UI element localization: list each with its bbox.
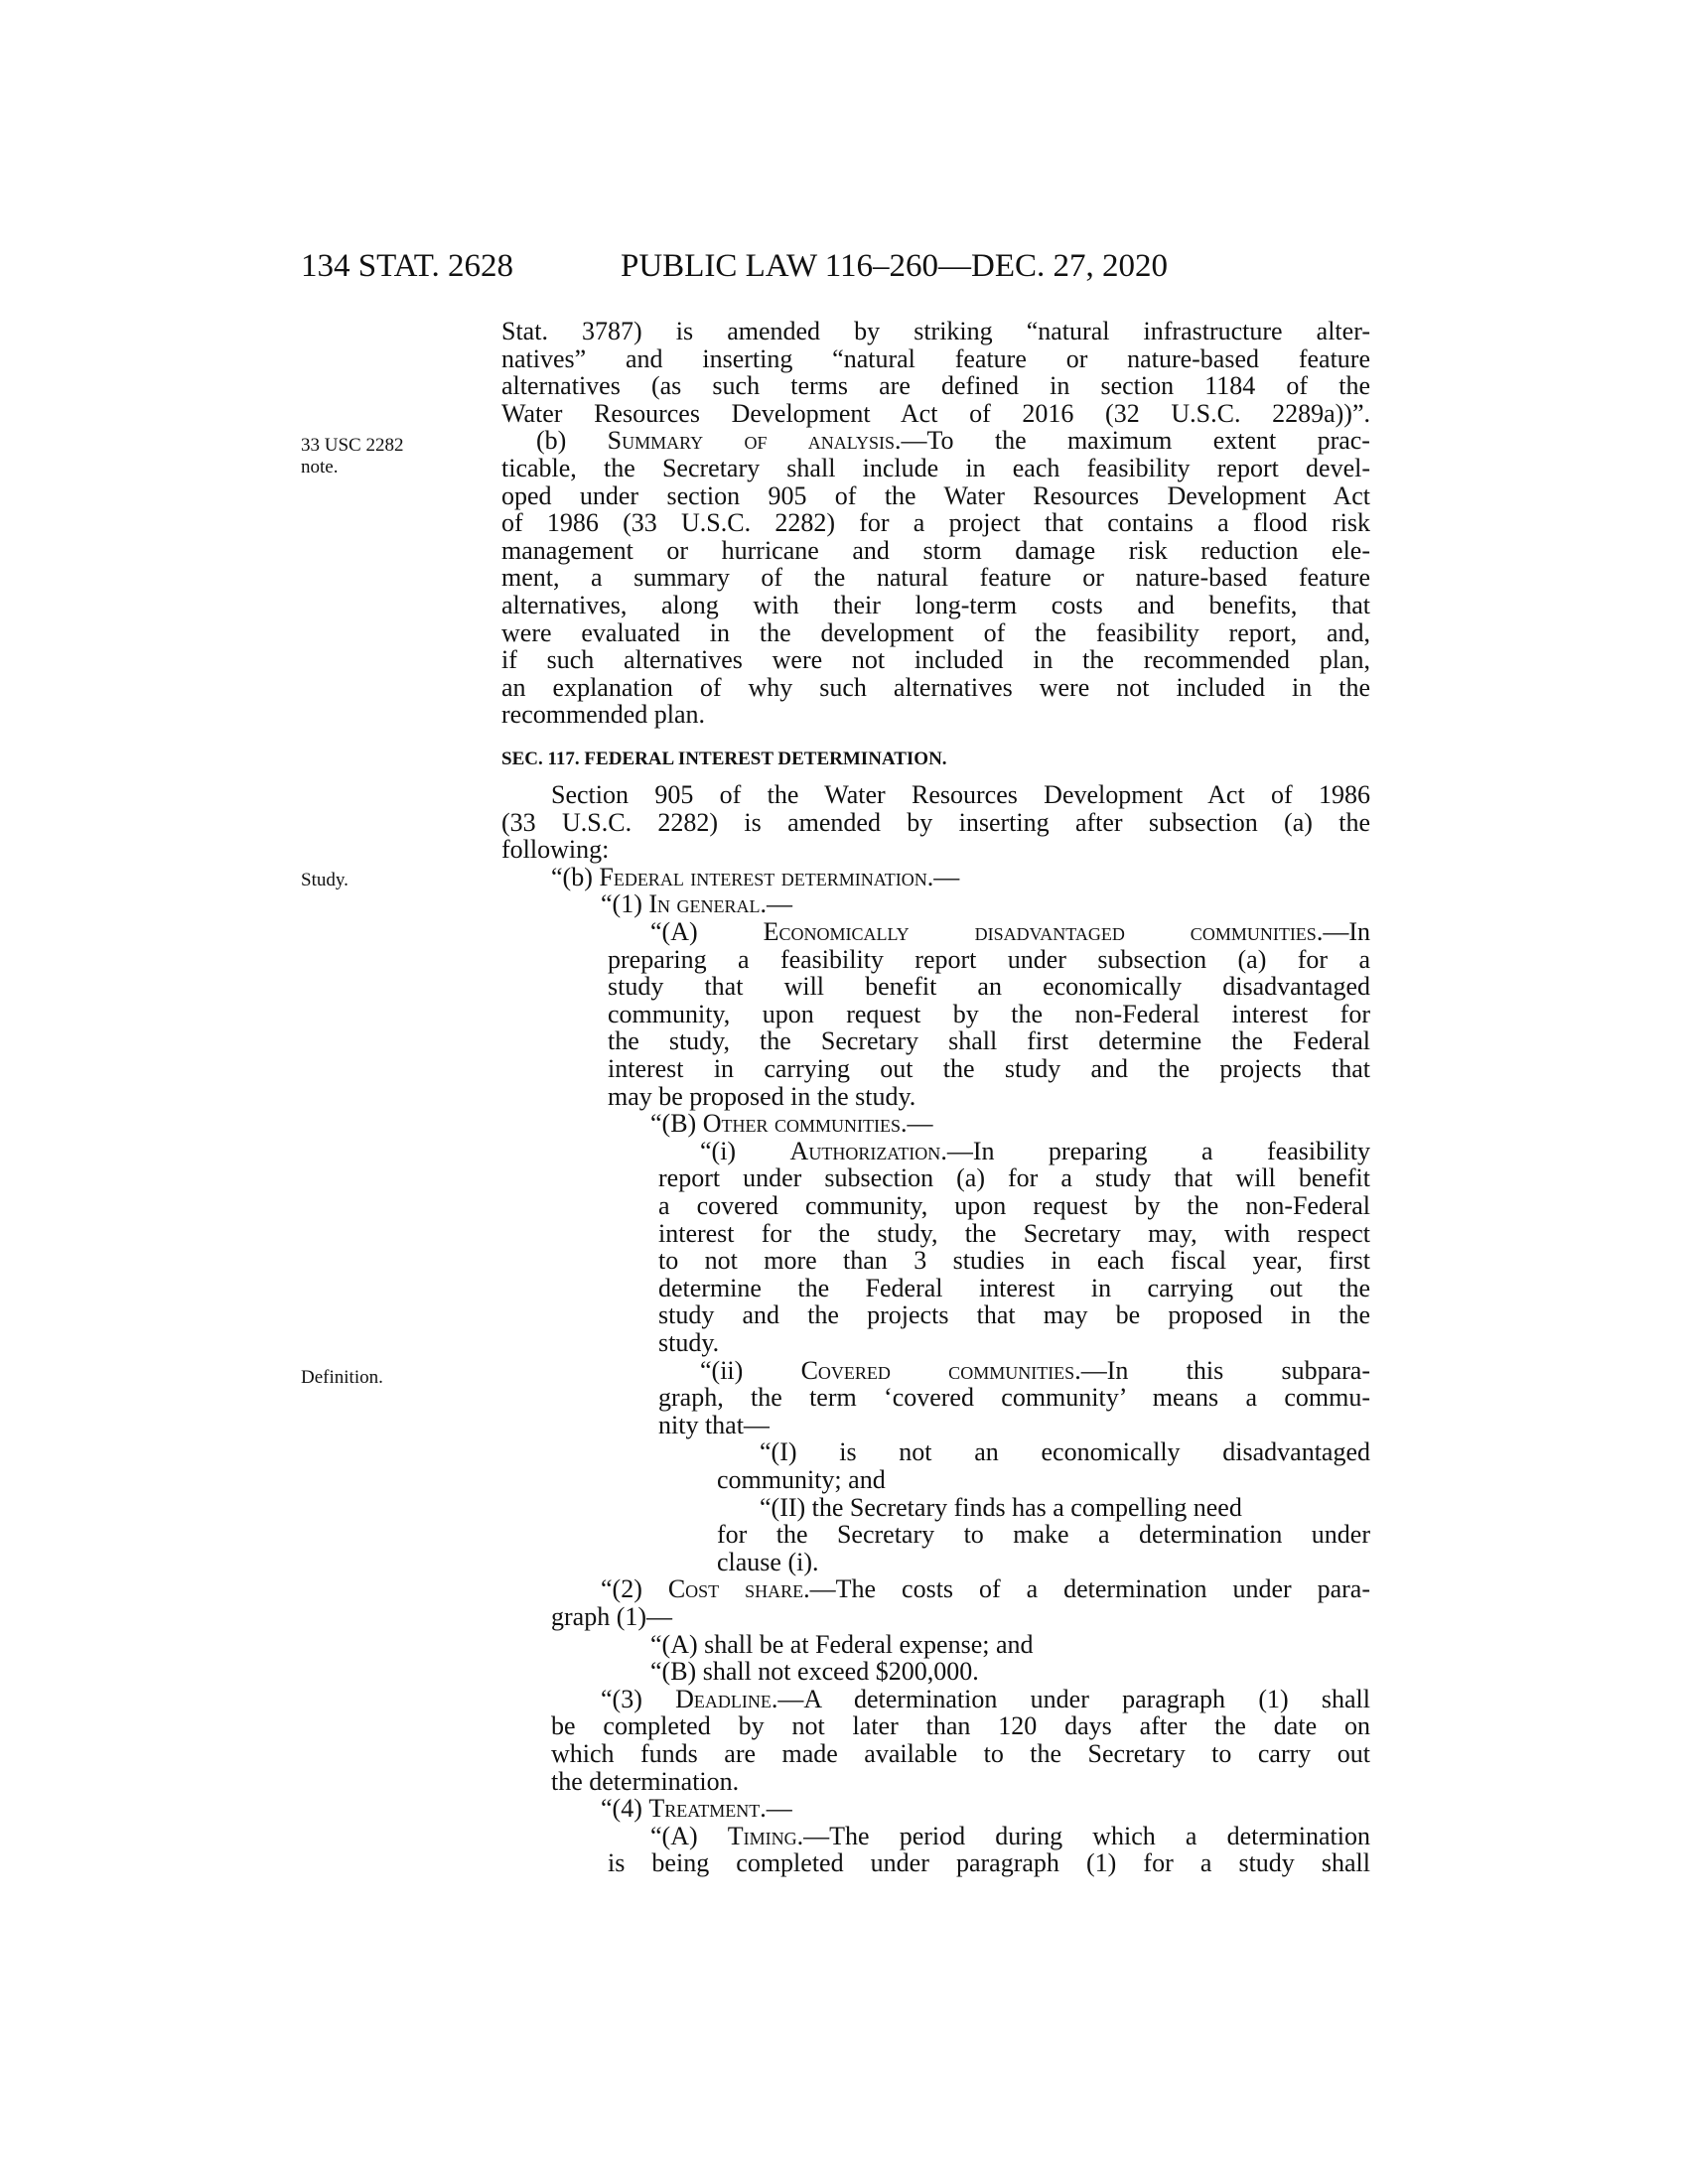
text-line: oped under section 905 of the Water Resources Development Act: [501, 480, 1370, 510]
text-line: Water Resources Development Act of 2016 (32 U.S.C. 2289a))”.: [501, 398, 1370, 428]
margin-note-usc-line1: 33 USC 2282: [301, 435, 404, 456]
text-line: the study, the Secretary shall first determine the Federal: [608, 1026, 1370, 1056]
text-line: “(A) Economically disadvantaged communities.—In: [650, 917, 1370, 946]
margin-note-study: Study.: [301, 870, 349, 890]
subsection-label: Federal interest determination: [599, 862, 927, 891]
text-line: if such alternatives were not included in the recommended plan,: [501, 645, 1370, 675]
text-line: (33 U.S.C. 2282) is amended by inserting after subsection (a) the: [501, 807, 1370, 837]
text-line: nity that—: [658, 1410, 770, 1439]
subsection-label: Cost share: [667, 1574, 804, 1604]
text-line: report under subsection (a) for a study that will benefit: [658, 1163, 1370, 1193]
text-line: Section 905 of the Water Resources Development Act of 1986: [551, 780, 1370, 809]
subsection-label: Economically disadvantaged communities: [763, 917, 1317, 946]
text-line: natives” and inserting “natural feature or nature-based feature: [501, 343, 1370, 373]
text-line: study.: [658, 1328, 720, 1357]
text-line: alternatives (as such terms are defined in section 1184 of the: [501, 371, 1370, 401]
text-line: preparing a feasibility report under subsection (a) for a: [608, 944, 1370, 974]
text-line: “(3) Deadline.—A determination under paragraph (1) shall: [601, 1684, 1371, 1713]
subsection-label: Deadline: [675, 1684, 772, 1713]
text-line: may be proposed in the study.: [608, 1081, 916, 1111]
text-line: to not more than 3 studies in each fiscal year, first: [658, 1246, 1370, 1276]
subsection-label: Authorization: [789, 1136, 941, 1165]
text-line: “(b) Federal interest determination.—: [551, 862, 960, 891]
law-title: PUBLIC LAW 116–260—DEC. 27, 2020: [621, 248, 1169, 284]
text-line: is being completed under paragraph (1) for a study shall: [608, 1848, 1370, 1878]
text-line: “(A) Timing.—The period during which a determination: [650, 1821, 1370, 1850]
text-line: an explanation of why such alternatives were not included in the: [501, 672, 1370, 702]
text-line: “(i) Authorization.—In preparing a feasibility: [700, 1136, 1370, 1165]
text-line: management or hurricane and storm damage risk reduction ele-: [501, 535, 1370, 565]
text-line: Stat. 3787) is amended by striking “natural infrastructure alter-: [501, 317, 1370, 345]
text-line: “(ii) Covered communities.—In this subpara-: [700, 1355, 1370, 1385]
text-line: study that will benefit an economically disadvantaged: [608, 972, 1370, 1002]
text-line: study and the projects that may be proposed in the: [658, 1300, 1370, 1330]
stat-page-number: 134 STAT. 2628: [301, 248, 514, 284]
section-text-block-1: [501, 318, 1370, 735]
text-line: community, upon request by the non-Federal interest for: [608, 999, 1370, 1028]
text-line: be completed by not later than 120 days after the date on: [551, 1711, 1370, 1741]
margin-note-usc: [301, 435, 403, 478]
text-line: interest in carrying out the study and the projects that: [608, 1054, 1370, 1083]
margin-note-usc-line2: note.: [301, 457, 339, 478]
text-line: a covered community, upon request by the non-Federal: [658, 1191, 1370, 1220]
text-line: for the Secretary to make a determination under: [717, 1520, 1370, 1550]
text-line: ticable, the Secretary shall include in each feasibility report devel-: [501, 454, 1370, 482]
text-line: “(2) Cost share.—The costs of a determination under para-: [601, 1574, 1371, 1604]
subsection-label: Summary of analysis: [607, 426, 895, 456]
text-line: “(A) shall be at Federal expense; and: [650, 1629, 1034, 1659]
text-line: “(II) the Secretary finds has a compelling need: [760, 1492, 1242, 1522]
subsection-label: Treatment: [648, 1794, 761, 1824]
text-line: ment, a summary of the natural feature or nature-based feature: [501, 563, 1370, 593]
text-line: were evaluated in the development of the feasibility report, and,: [501, 617, 1370, 647]
text-line: (b) Summary of analysis.—To the maximum extent prac-: [536, 426, 1370, 456]
subsection-label: Other communities: [702, 1109, 901, 1139]
text-line: “(B) shall not exceed $200,000.: [650, 1657, 979, 1687]
text-line: community; and: [717, 1465, 886, 1494]
text-line: interest for the study, the Secretary may, with respect: [658, 1218, 1370, 1248]
text-line: clause (i).: [717, 1547, 819, 1576]
section-heading: SEC. 117. FEDERAL INTEREST DETERMINATION.: [501, 749, 947, 769]
text-line: graph, the term ‘covered community’ means a commu-: [658, 1383, 1370, 1413]
text-line: of 1986 (33 U.S.C. 2282) for a project that contains a flood risk: [501, 508, 1370, 538]
section-text-block-2: [501, 781, 1370, 1883]
text-line: “(B) Other communities.—: [650, 1109, 933, 1139]
text-line: “(1) In general.—: [601, 889, 793, 919]
text-line: determine the Federal interest in carrying out the: [658, 1273, 1370, 1302]
text-line: following:: [501, 835, 610, 865]
text-line: “(I) is not an economically disadvantaged: [760, 1437, 1370, 1467]
text-line: “(4) Treatment.—: [601, 1794, 792, 1824]
text-line: which funds are made available to the Secretary to carry out: [551, 1739, 1370, 1768]
text-line: alternatives, along with their long-term costs and benefits, that: [501, 591, 1370, 619]
subsection-label: Covered communities: [800, 1355, 1075, 1385]
margin-note-definition: Definition.: [301, 1367, 383, 1388]
text-line: the determination.: [551, 1766, 740, 1796]
text-line: graph (1)—: [551, 1602, 673, 1631]
subsection-label: Timing: [727, 1821, 797, 1850]
text-line: recommended plan.: [501, 700, 706, 730]
subsection-label: In general: [648, 889, 761, 919]
